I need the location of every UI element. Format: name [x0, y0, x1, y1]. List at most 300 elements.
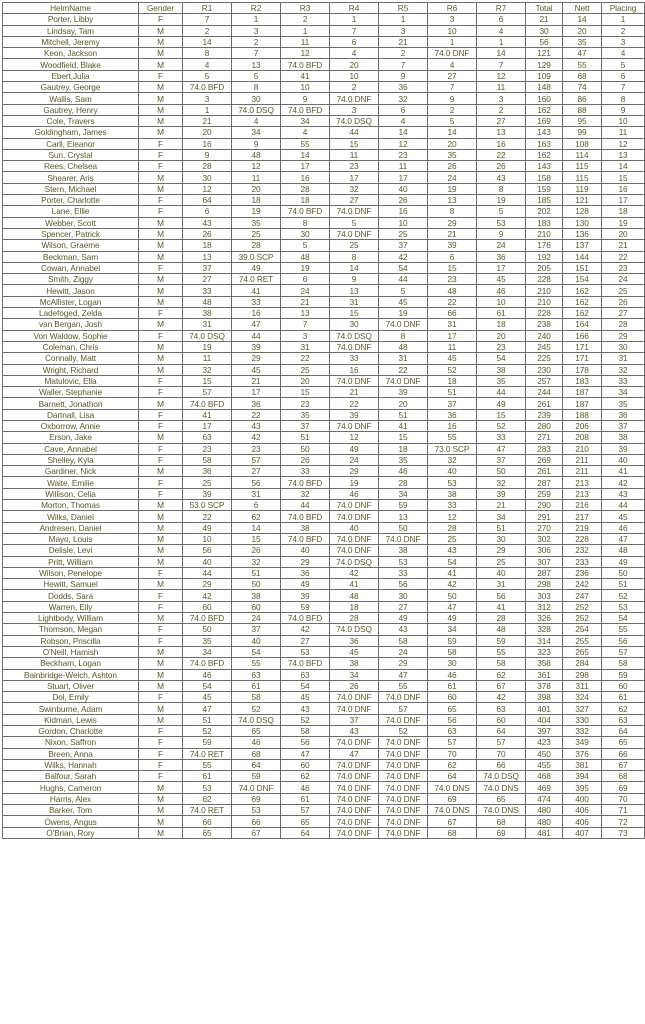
- cell-placing: 73: [602, 827, 645, 838]
- cell-r2: 6: [232, 500, 281, 511]
- cell-nett: 171: [563, 353, 602, 364]
- cell-r1: 22: [183, 511, 232, 522]
- cell-r4: 74.0 DNF: [330, 420, 379, 431]
- cell-r1: 62: [183, 793, 232, 804]
- table-row: [3, 782, 645, 793]
- cell-total: 244: [526, 387, 563, 398]
- cell-helm-name: Breen, Anna: [3, 748, 139, 759]
- cell-helm-name: Cole, Travers: [3, 115, 139, 126]
- cell-r5: 38: [379, 545, 428, 556]
- cell-r2: 4: [232, 115, 281, 126]
- cell-r7: 74.0 DNS: [477, 805, 526, 816]
- cell-total: 169: [526, 115, 563, 126]
- cell-total: 307: [526, 556, 563, 567]
- cell-gender: F: [139, 443, 183, 454]
- cell-gender: M: [139, 127, 183, 138]
- cell-gender: F: [139, 771, 183, 782]
- cell-r3: 10: [281, 82, 330, 93]
- cell-r4: 20: [330, 59, 379, 70]
- cell-r5: 39: [379, 387, 428, 398]
- cell-helm-name: Pritt, William: [3, 556, 139, 567]
- cell-gender: M: [139, 59, 183, 70]
- cell-total: 228: [526, 274, 563, 285]
- cell-r2: 38: [232, 590, 281, 601]
- table-row: [3, 805, 645, 816]
- cell-total: 469: [526, 782, 563, 793]
- cell-r4: 5: [330, 217, 379, 228]
- table-row: [3, 274, 645, 285]
- cell-nett: 208: [563, 432, 602, 443]
- cell-gender: F: [139, 748, 183, 759]
- cell-r3: 37: [281, 420, 330, 431]
- cell-nett: 406: [563, 816, 602, 827]
- cell-gender: M: [139, 511, 183, 522]
- cell-r4: 1: [330, 14, 379, 25]
- cell-r3: 3: [281, 330, 330, 341]
- cell-total: 290: [526, 500, 563, 511]
- cell-r2: 68: [232, 748, 281, 759]
- cell-nett: 178: [563, 364, 602, 375]
- cell-total: 328: [526, 624, 563, 635]
- cell-r5: 28: [379, 477, 428, 488]
- cell-gender: F: [139, 262, 183, 273]
- table-row: [3, 409, 645, 420]
- cell-r7: 53: [477, 217, 526, 228]
- cell-nett: 137: [563, 240, 602, 251]
- cell-total: 192: [526, 251, 563, 262]
- cell-helm-name: Barnett, Jonathon: [3, 398, 139, 409]
- cell-placing: 54: [602, 613, 645, 624]
- cell-nett: 35: [563, 36, 602, 47]
- cell-nett: 216: [563, 500, 602, 511]
- cell-helm-name: Wallis, Sam: [3, 93, 139, 104]
- table-row: [3, 48, 645, 59]
- cell-nett: 74: [563, 82, 602, 93]
- cell-placing: 22: [602, 251, 645, 262]
- cell-r2: 57: [232, 454, 281, 465]
- cell-r5: 40: [379, 183, 428, 194]
- cell-total: 280: [526, 420, 563, 431]
- cell-r1: 33: [183, 285, 232, 296]
- cell-r1: 10: [183, 533, 232, 544]
- cell-r2: 64: [232, 759, 281, 770]
- cell-r1: 57: [183, 387, 232, 398]
- cell-r2: 50: [232, 579, 281, 590]
- cell-r5: 51: [379, 409, 428, 420]
- cell-r1: 23: [183, 443, 232, 454]
- cell-r7: 65: [477, 793, 526, 804]
- cell-helm-name: Cowan, Annabel: [3, 262, 139, 273]
- cell-r3: 23: [281, 398, 330, 409]
- cell-r5: 8: [379, 330, 428, 341]
- cell-r1: 11: [183, 353, 232, 364]
- cell-gender: F: [139, 692, 183, 703]
- cell-gender: M: [139, 341, 183, 352]
- cell-helm-name: Keon, Jackson: [3, 48, 139, 59]
- cell-nett: 128: [563, 206, 602, 217]
- cell-r4: 12: [330, 432, 379, 443]
- cell-nett: 213: [563, 488, 602, 499]
- cell-r1: 74.0 RET: [183, 805, 232, 816]
- cell-r1: 74.0 DSQ: [183, 330, 232, 341]
- cell-r6: 52: [428, 364, 477, 375]
- cell-helm-name: Waller, Stephanie: [3, 387, 139, 398]
- cell-gender: M: [139, 579, 183, 590]
- cell-r1: 9: [183, 149, 232, 160]
- cell-r3: 14: [281, 149, 330, 160]
- cell-gender: M: [139, 183, 183, 194]
- cell-r3: 44: [281, 500, 330, 511]
- cell-r1: 65: [183, 827, 232, 838]
- cell-r7: 17: [477, 262, 526, 273]
- cell-placing: 72: [602, 816, 645, 827]
- cell-total: 183: [526, 217, 563, 228]
- cell-r1: 48: [183, 296, 232, 307]
- cell-r3: 40: [281, 545, 330, 556]
- cell-r4: 33: [330, 353, 379, 364]
- header-nett: Nett: [563, 3, 602, 14]
- cell-r7: 39: [477, 488, 526, 499]
- cell-r1: 20: [183, 127, 232, 138]
- cell-r3: 4: [281, 127, 330, 138]
- cell-r6: 47: [428, 601, 477, 612]
- table-row: [3, 149, 645, 160]
- cell-r6: 28: [428, 522, 477, 533]
- cell-placing: 13: [602, 149, 645, 160]
- cell-gender: F: [139, 601, 183, 612]
- cell-r3: 24: [281, 285, 330, 296]
- cell-helm-name: Nixon, Saffron: [3, 737, 139, 748]
- cell-placing: 67: [602, 759, 645, 770]
- cell-r3: 15: [281, 387, 330, 398]
- table-row: [3, 477, 645, 488]
- cell-r1: 44: [183, 567, 232, 578]
- table-row: [3, 658, 645, 669]
- cell-r6: 25: [428, 533, 477, 544]
- cell-r6: 19: [428, 183, 477, 194]
- cell-gender: M: [139, 228, 183, 239]
- table-row: [3, 443, 645, 454]
- cell-r4: 29: [330, 466, 379, 477]
- cell-r2: 13: [232, 59, 281, 70]
- cell-r5: 30: [379, 590, 428, 601]
- cell-r1: 55: [183, 759, 232, 770]
- cell-r1: 42: [183, 590, 232, 601]
- cell-total: 163: [526, 138, 563, 149]
- cell-r2: 74.0 DSQ: [232, 714, 281, 725]
- cell-placing: 24: [602, 274, 645, 285]
- cell-r2: 58: [232, 692, 281, 703]
- cell-nett: 332: [563, 726, 602, 737]
- cell-r6: 5: [428, 115, 477, 126]
- cell-gender: M: [139, 93, 183, 104]
- cell-r5: 32: [379, 93, 428, 104]
- cell-total: 228: [526, 308, 563, 319]
- table-row: [3, 217, 645, 228]
- cell-r2: 12: [232, 161, 281, 172]
- cell-gender: M: [139, 556, 183, 567]
- cell-r1: 15: [183, 375, 232, 386]
- cell-total: 302: [526, 533, 563, 544]
- cell-helm-name: Lindsay, Tam: [3, 25, 139, 36]
- cell-r3: 63: [281, 669, 330, 680]
- cell-helm-name: Shearer, Aris: [3, 172, 139, 183]
- cell-nett: 210: [563, 443, 602, 454]
- cell-r6: 24: [428, 172, 477, 183]
- cell-r6: 54: [428, 556, 477, 567]
- cell-placing: 46: [602, 522, 645, 533]
- table-row: [3, 93, 645, 104]
- table-row: [3, 353, 645, 364]
- cell-gender: F: [139, 161, 183, 172]
- cell-total: 176: [526, 240, 563, 251]
- cell-r4: 24: [330, 454, 379, 465]
- cell-r2: 59: [232, 771, 281, 782]
- cell-r1: 45: [183, 692, 232, 703]
- cell-helm-name: Wilson, Penelope: [3, 567, 139, 578]
- table-row: [3, 567, 645, 578]
- cell-r4: 9: [330, 274, 379, 285]
- cell-placing: 23: [602, 262, 645, 273]
- cell-r2: 19: [232, 206, 281, 217]
- cell-r4: 49: [330, 443, 379, 454]
- cell-placing: 51: [602, 579, 645, 590]
- cell-helm-name: Gardiner, Nick: [3, 466, 139, 477]
- cell-placing: 39: [602, 443, 645, 454]
- cell-r7: 66: [477, 759, 526, 770]
- cell-r4: 10: [330, 70, 379, 81]
- cell-r7: 67: [477, 680, 526, 691]
- cell-r1: 40: [183, 556, 232, 567]
- cell-r2: 67: [232, 827, 281, 838]
- cell-r4: 43: [330, 726, 379, 737]
- cell-total: 397: [526, 726, 563, 737]
- cell-r4: 19: [330, 477, 379, 488]
- cell-gender: F: [139, 567, 183, 578]
- cell-total: 298: [526, 579, 563, 590]
- cell-placing: 47: [602, 533, 645, 544]
- cell-r1: 37: [183, 262, 232, 273]
- cell-gender: M: [139, 533, 183, 544]
- table-row: [3, 161, 645, 172]
- cell-r7: 43: [477, 172, 526, 183]
- cell-r5: 33: [379, 567, 428, 578]
- cell-helm-name: Oxborrow, Annie: [3, 420, 139, 431]
- cell-nett: 298: [563, 669, 602, 680]
- cell-r1: 30: [183, 172, 232, 183]
- header-r1: R1: [183, 3, 232, 14]
- cell-r4: 15: [330, 308, 379, 319]
- cell-r4: 74.0 DNF: [330, 737, 379, 748]
- cell-total: 240: [526, 330, 563, 341]
- cell-helm-name: Von Waldow, Sophie: [3, 330, 139, 341]
- cell-r7: 18: [477, 319, 526, 330]
- cell-total: 303: [526, 590, 563, 601]
- cell-r5: 25: [379, 228, 428, 239]
- cell-gender: F: [139, 70, 183, 81]
- cell-r5: 2: [379, 48, 428, 59]
- cell-r7: 6: [477, 14, 526, 25]
- cell-r2: 26: [232, 545, 281, 556]
- cell-r4: 32: [330, 183, 379, 194]
- header-row: [3, 3, 645, 14]
- cell-helm-name: Hewitt, Jason: [3, 285, 139, 296]
- cell-total: 361: [526, 669, 563, 680]
- cell-r3: 74.0 BFD: [281, 104, 330, 115]
- cell-r5: 12: [379, 138, 428, 149]
- cell-r7: 44: [477, 387, 526, 398]
- cell-r3: 74.0 BFD: [281, 613, 330, 624]
- cell-r3: 5: [281, 240, 330, 251]
- cell-gender: F: [139, 409, 183, 420]
- cell-helm-name: Willison, Celia: [3, 488, 139, 499]
- cell-placing: 65: [602, 737, 645, 748]
- cell-r4: 30: [330, 319, 379, 330]
- cell-gender: F: [139, 590, 183, 601]
- cell-r3: 61: [281, 793, 330, 804]
- table-row: [3, 748, 645, 759]
- table-row: [3, 228, 645, 239]
- cell-r2: 15: [232, 533, 281, 544]
- cell-helm-name: Delisle, Levi: [3, 545, 139, 556]
- cell-r5: 45: [379, 296, 428, 307]
- cell-helm-name: Shelley, Kyla: [3, 454, 139, 465]
- cell-nett: 228: [563, 533, 602, 544]
- cell-placing: 55: [602, 624, 645, 635]
- cell-total: 271: [526, 432, 563, 443]
- cell-r2: 35: [232, 217, 281, 228]
- cell-r1: 53: [183, 782, 232, 793]
- cell-r4: 21: [330, 387, 379, 398]
- cell-r2: 43: [232, 420, 281, 431]
- table-row: [3, 398, 645, 409]
- cell-r6: 48: [428, 285, 477, 296]
- table-row: [3, 330, 645, 341]
- cell-nett: 211: [563, 466, 602, 477]
- cell-gender: M: [139, 500, 183, 511]
- cell-gender: F: [139, 454, 183, 465]
- cell-r3: 6: [281, 274, 330, 285]
- cell-r5: 26: [379, 195, 428, 206]
- cell-total: 210: [526, 228, 563, 239]
- cell-helm-name: Wright, Richard: [3, 364, 139, 375]
- cell-helm-name: Lane, Ellie: [3, 206, 139, 217]
- cell-r7: 46: [477, 285, 526, 296]
- cell-placing: 44: [602, 500, 645, 511]
- cell-nett: 162: [563, 285, 602, 296]
- cell-r2: 49: [232, 262, 281, 273]
- cell-r7: 61: [477, 308, 526, 319]
- cell-r3: 39: [281, 590, 330, 601]
- cell-gender: F: [139, 477, 183, 488]
- cell-r5: 44: [379, 274, 428, 285]
- table-row: [3, 511, 645, 522]
- cell-r6: 17: [428, 330, 477, 341]
- cell-r7: 59: [477, 635, 526, 646]
- cell-placing: 26: [602, 296, 645, 307]
- cell-r3: 53: [281, 646, 330, 657]
- cell-helm-name: Spencer, Patrick: [3, 228, 139, 239]
- cell-r4: 25: [330, 240, 379, 251]
- table-row: [3, 545, 645, 556]
- cell-r6: 55: [428, 432, 477, 443]
- cell-r5: 17: [379, 172, 428, 183]
- cell-gender: M: [139, 296, 183, 307]
- cell-r6: 49: [428, 613, 477, 624]
- cell-r5: 6: [379, 104, 428, 115]
- cell-nett: 284: [563, 658, 602, 669]
- cell-total: 121: [526, 48, 563, 59]
- table-row: [3, 635, 645, 646]
- cell-r1: 7: [183, 14, 232, 25]
- table-row: [3, 816, 645, 827]
- cell-r6: 21: [428, 228, 477, 239]
- cell-r4: 74.0 DSQ: [330, 556, 379, 567]
- table-row: [3, 827, 645, 838]
- cell-r6: 32: [428, 454, 477, 465]
- cell-r7: 14: [477, 48, 526, 59]
- cell-gender: M: [139, 364, 183, 375]
- cell-nett: 14: [563, 14, 602, 25]
- cell-r5: 57: [379, 703, 428, 714]
- cell-r3: 20: [281, 375, 330, 386]
- cell-r1: 13: [183, 251, 232, 262]
- cell-r2: 37: [232, 624, 281, 635]
- table-row: [3, 127, 645, 138]
- cell-r1: 8: [183, 48, 232, 59]
- cell-r7: 22: [477, 149, 526, 160]
- cell-total: 239: [526, 409, 563, 420]
- cell-total: 287: [526, 477, 563, 488]
- cell-total: 158: [526, 172, 563, 183]
- cell-r2: 24: [232, 613, 281, 624]
- cell-r6: 12: [428, 511, 477, 522]
- cell-r5: 74.0 DNF: [379, 805, 428, 816]
- cell-total: 21: [526, 14, 563, 25]
- cell-nett: 130: [563, 217, 602, 228]
- cell-r2: 18: [232, 195, 281, 206]
- table-row: [3, 613, 645, 624]
- cell-total: 160: [526, 93, 563, 104]
- header-r6: R6: [428, 3, 477, 14]
- cell-gender: M: [139, 522, 183, 533]
- cell-r1: 35: [183, 635, 232, 646]
- cell-r2: 52: [232, 703, 281, 714]
- cell-r3: 31: [281, 341, 330, 352]
- cell-r3: 36: [281, 567, 330, 578]
- cell-r5: 19: [379, 308, 428, 319]
- cell-helm-name: Barker, Tom: [3, 805, 139, 816]
- header-placing: Placing: [602, 3, 645, 14]
- cell-r3: 47: [281, 748, 330, 759]
- cell-helm-name: Matulovic, Ella: [3, 375, 139, 386]
- cell-placing: 29: [602, 330, 645, 341]
- cell-nett: 206: [563, 420, 602, 431]
- cell-r1: 17: [183, 420, 232, 431]
- cell-gender: M: [139, 680, 183, 691]
- cell-total: 230: [526, 364, 563, 375]
- cell-r2: 65: [232, 726, 281, 737]
- cell-r7: 74.0 DSQ: [477, 771, 526, 782]
- table-row: [3, 262, 645, 273]
- cell-r7: 27: [477, 115, 526, 126]
- cell-r3: 8: [281, 217, 330, 228]
- cell-total: 259: [526, 488, 563, 499]
- cell-r6: 41: [428, 567, 477, 578]
- cell-r7: 20: [477, 330, 526, 341]
- cell-r3: 38: [281, 522, 330, 533]
- cell-total: 283: [526, 443, 563, 454]
